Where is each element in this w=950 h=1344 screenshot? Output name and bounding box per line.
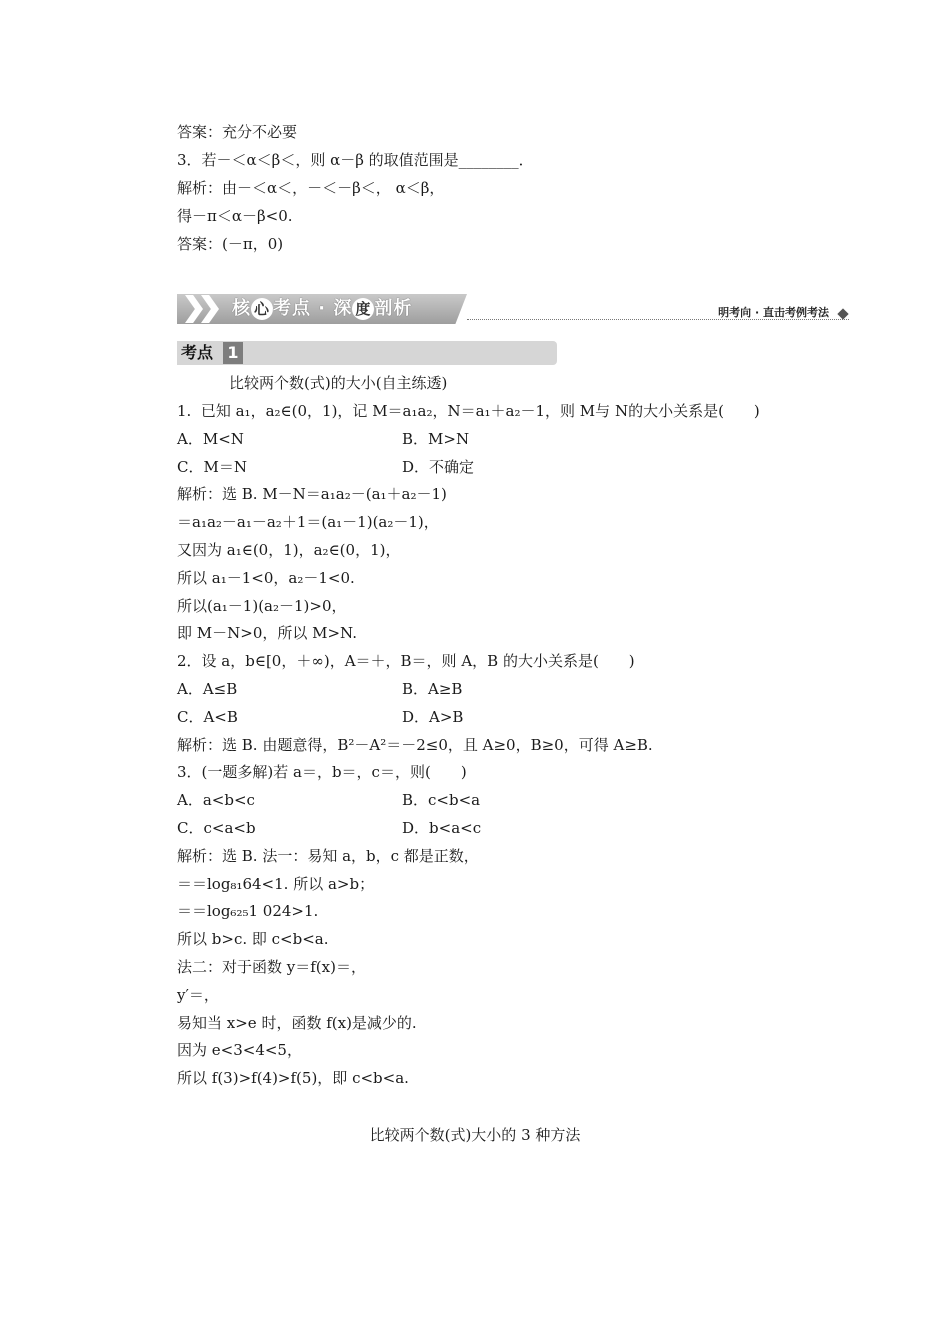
option-b: B．c<b<a	[402, 791, 481, 809]
solution-line: 因为 e<3<4<5，	[177, 1041, 302, 1059]
option-c: C．c<a<b	[177, 819, 256, 837]
solution-line: 所以 a₁－1<0，a₂－1<0.	[177, 569, 355, 587]
banner-title: 核 心 考点 · 深 度 剖析	[232, 298, 413, 319]
solution-line: ＝a₁a₂－a₁－a₂＋1＝(a₁－1)(a₂－1)，	[177, 513, 439, 531]
section-banner	[177, 292, 849, 328]
option-c: C．M＝N	[177, 458, 247, 476]
question-2-stem: 2．设 a，b∈[0，＋∞)，A＝＋，B＝，则 A，B 的大小关系是( )	[177, 652, 635, 670]
answer-line: 答案：充分不必要	[177, 123, 298, 141]
option-c: C．A<B	[177, 708, 238, 726]
solution-line: 即 M－N>0，所以 M>N.	[177, 624, 357, 642]
option-d: D．A>B	[402, 708, 464, 726]
solution-line: 易知当 x>e 时，函数 f(x)是减少的.	[177, 1014, 417, 1032]
solution-line: 解析：选 B. M－N＝a₁a₂－(a₁＋a₂－1)	[177, 485, 447, 503]
kaodian-bar	[177, 341, 557, 365]
option-a: A．a<b<c	[177, 791, 255, 809]
option-b: B．A≥B	[402, 680, 463, 698]
question-3-stem: 3．若－＜α＜β＜，则 α－β 的取值范围是________．	[177, 151, 534, 169]
option-a: A．M<N	[177, 430, 244, 448]
question-3b-stem: 3．(一题多解)若 a＝，b＝，c＝，则( )	[177, 763, 467, 781]
option-d: D．不确定	[402, 458, 475, 476]
solution-line: 又因为 a₁∈(0，1)，a₂∈(0，1)，	[177, 541, 401, 559]
section-title: 比较两个数(式)的大小(自主练透)	[229, 374, 448, 392]
question-1-stem: 1. 已知 a₁，a₂∈(0，1)，记 M＝a₁a₂，N＝a₁＋a₂－1，则 M与 N的大小关系是( )	[177, 402, 760, 420]
solution-line: ＝＝log₈₁64<1. 所以 a>b；	[177, 875, 375, 893]
solution-line: ＝＝log₆₂₅1 024>1.	[177, 902, 319, 920]
analysis-line: 解析：由－＜α＜，－＜－β＜， α＜β，	[177, 179, 445, 197]
methods-title: 比较两个数(式)大小的 3 种方法	[369, 1126, 581, 1144]
solution-line: 解析：选 B. 由题意得，B²－A²＝－2≤0，且 A≥0，B≥0，可得 A≥B.	[177, 736, 653, 754]
kaodian-label: 考点	[181, 343, 214, 362]
banner-subtitle: 明考向 · 直击考例考法	[718, 306, 829, 319]
solution-line: 所以 b>c. 即 c<b<a.	[177, 930, 329, 948]
diamond-icon	[837, 308, 848, 319]
solution-line: y′＝，	[177, 986, 219, 1004]
answer-line: 答案：(－π，0)	[177, 235, 284, 253]
solution-line: 所以 f(3)>f(4)>f(5)，即 c<b<a.	[177, 1069, 409, 1087]
solution-line: 法二：对于函数 y＝f(x)＝，	[177, 958, 366, 976]
option-d: D．b<a<c	[402, 819, 482, 837]
solution-line: 解析：选 B. 法一：易知 a，b，c 都是正数，	[177, 847, 479, 865]
kaodian-number: 1	[223, 342, 243, 364]
analysis-line: 得－π＜α－β<0.	[177, 207, 293, 225]
solution-line: 所以(a₁－1)(a₂－1)>0，	[177, 597, 347, 615]
option-a: A．A≤B	[177, 680, 238, 698]
option-b: B．M>N	[402, 430, 470, 448]
